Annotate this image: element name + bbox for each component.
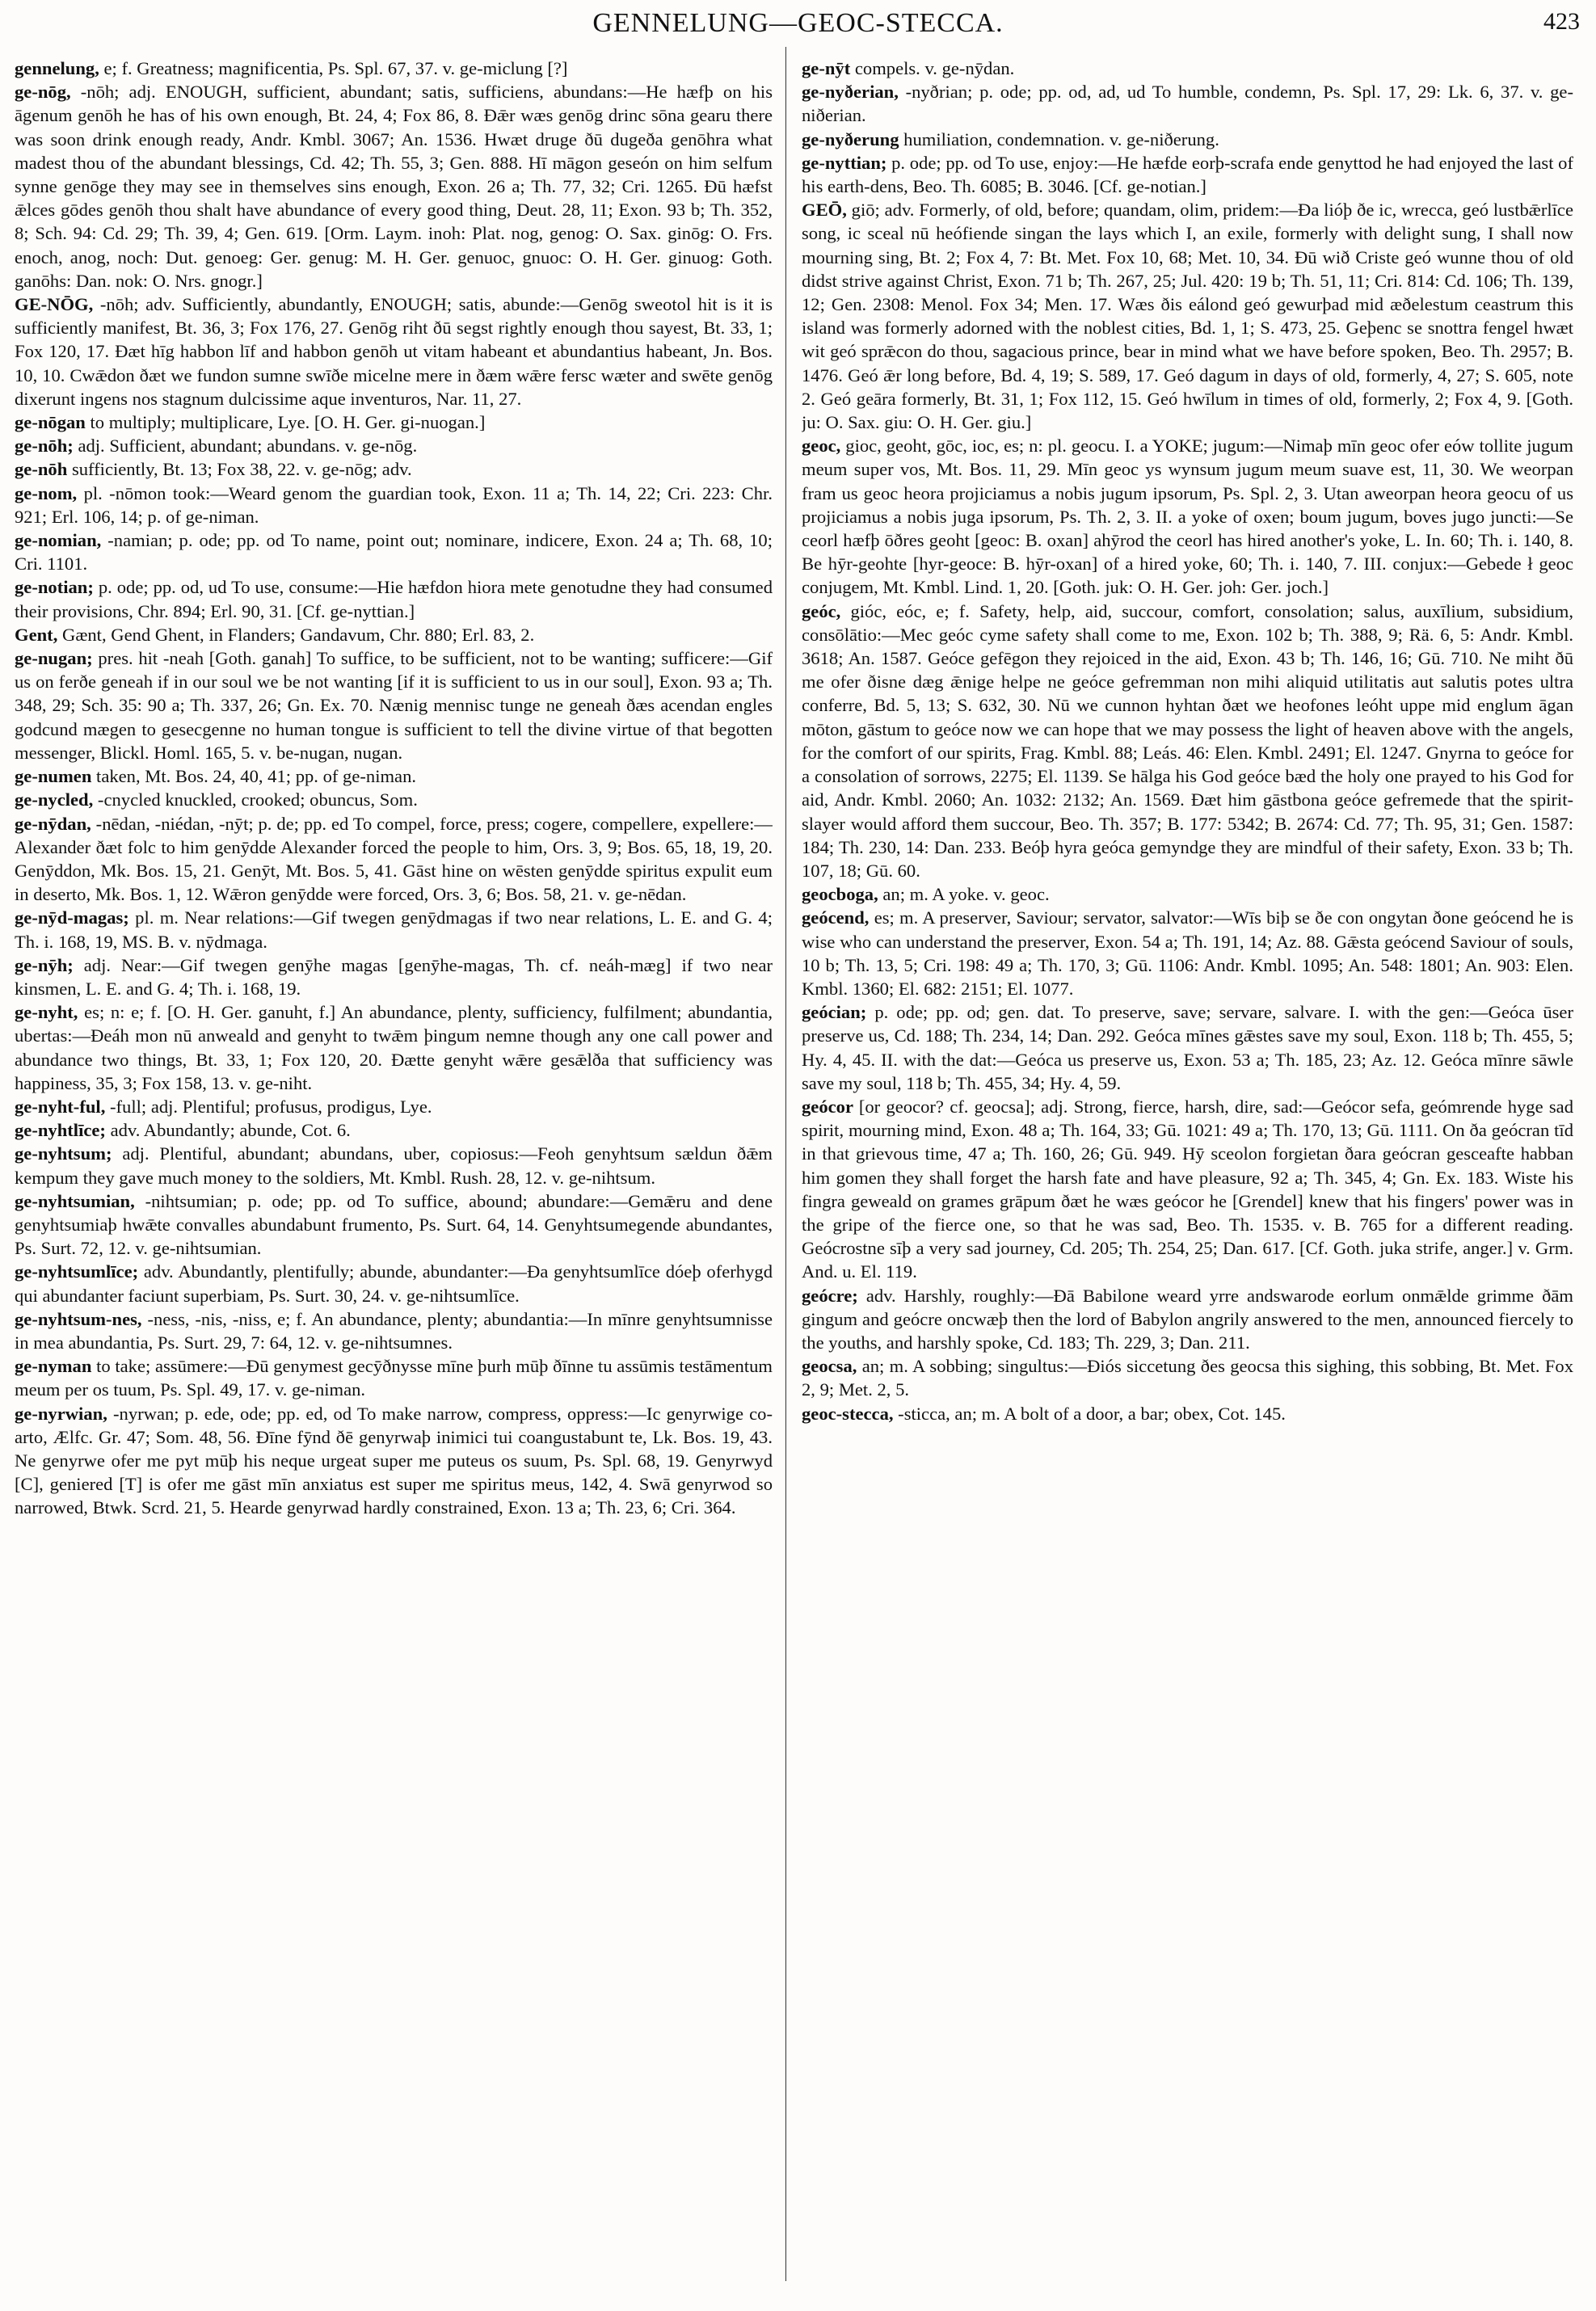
- entry-definition: to multiply; multiplicare, Lye. [O. H. Ger. gi-nuogan.]: [90, 412, 486, 433]
- entry-definition: an; m. A sobbing; singultus:—Ðiós siccetung ðes geocsa this sighing, this sobbing, Bt. Met. Fox 2, 9; Met. 2, 5.: [802, 1356, 1573, 1400]
- dictionary-entry: [802, 57, 1573, 80]
- headword: ge-numen: [15, 766, 97, 787]
- entry-definition: adv. Harshly, roughly:—Ðā Babilone weard yrre andswarode eorlum onmǣlde grimme ðām gingum and geócre oncwæþ then the lord of Babylon angrily answered to the men, announced fiercely to the youths, and harshly spoke, Cd. 183; Th. 229, 3; Dan. 211.: [802, 1285, 1573, 1353]
- headword: GE-NŌG,: [15, 294, 100, 315]
- dictionary-entry: [802, 1000, 1573, 1095]
- entry-definition: -full; adj. Plentiful; profusus, prodigus, Lye.: [110, 1096, 432, 1117]
- headword: ge-nyðerung: [802, 128, 904, 149]
- dictionary-entry: [15, 482, 773, 528]
- entry-definition: adj. Plentiful, abundant; abundans, uber, copiosus:—Feoh genyhtsum sældun ðǣm kempum they gave much money to the soldiers, Mt. Kmbl. Rush. 28, 12. v. ge-nihtsum.: [15, 1143, 773, 1188]
- entry-definition: -nōh; adv. Sufficiently, abundantly, ENOUGH; satis, abunde:—Genōg sweotol hit is it is sufficiently manifest, Bt. 36, 3; Fox 176, 27. Genōg riht ðū segst rightly enough thou sayest, Bt. 33, 1; Fox 120, 17. Ðæt hīg habbon līf and habbon genōh ut vitam habeant et abundantius habeant, Jn. Bos. 10, 10. Cwǣdon ðæt we fundon sumne swīðe micelne mere in ðæm wǣre fersc wæter and swēte genōg dixerunt ingens nos stagnum dulcissime aque inventuros, Nar. 11, 27.: [15, 294, 773, 409]
- dictionary-entry: [15, 1142, 773, 1189]
- dictionary-entry: [15, 1000, 773, 1095]
- entry-definition: taken, Mt. Bos. 24, 40, 41; pp. of ge-niman.: [96, 766, 417, 787]
- entry-definition: Gænt, Gend Ghent, in Flanders; Gandavum, Chr. 880; Erl. 83, 2.: [62, 624, 535, 645]
- headword: ge-nōh;: [15, 436, 78, 457]
- headword: ge-notian;: [15, 577, 99, 598]
- headword: geocsa,: [802, 1356, 862, 1377]
- headword: ge-nugan;: [15, 648, 99, 669]
- headword: ge-nyht-ful,: [15, 1096, 110, 1117]
- entry-definition: an; m. A yoke. v. geoc.: [882, 884, 1050, 905]
- entry-definition: -nyrwan; p. ede, ode; pp. ed, od To make narrow, compress, oppress:—Ic genyrwige co-arto, Ælfc. Gr. 47; Som. 48, 56. Ðīne fȳnd ðē genyrwaþ inimici tui coangustabunt te, Lk. Bos. 19, 43. Ne genyrwe ofer me pyt mūþ his neque urgeat super me puteus os suum, Ps. Spl. 68, 19. Genyrwyd [C], geniered [T] is ofer me gāst mīn anxiatus est super me spiritus meus, 142, 4. Swā genyrwod so narrowed, Btwk. Scrd. 21, 5. Hearde genyrwad hardly constrained, Exon. 13 a; Th. 23, 6; Cri. 364.: [15, 1403, 773, 1518]
- entry-definition: -namian; p. ode; pp. od To name, point out; nominare, indicere, Exon. 24 a; Th. 68, 10; Cri. 1101.: [15, 530, 773, 575]
- dictionary-entry: [15, 788, 773, 811]
- dictionary-entry: [802, 906, 1573, 1000]
- headword: Gent,: [15, 624, 62, 645]
- headword: ge-nyhtsumlīce;: [15, 1261, 144, 1282]
- headword: ge-nȳt: [802, 58, 855, 78]
- entry-definition: -nōh; adj. ENOUGH, sufficient, abundant; satis, sufficiens, abundans:—He hæfþ on his āgenum genōh he has of his own enough, Bt. 24, 4; Fox 86, 8. Ðǣr wæs genōg drinc sōna gearu there was soon drink enough ready, Andr. Kmbl. 3067; An. 1536. Hwæt druge ðū dugeða genōhra what madest thou of the abundant blessings, Cd. 42; Th. 55, 3; Gen. 888. Hī māgon geseón on him selfum synne genōge they may see in themselves sins enough, Exon. 26 a; Th. 77, 32; Cri. 1265. Ðū hæfst ǣlces gōdes genōh thou shalt have abundance of every good thing, Deut. 28, 11; Exon. 93 b; Th. 352, 8; Sch. 94: Cd. 29; Th. 39, 4; Gen. 619. [Orm. Laym. inoh: Plat. nog, genog: O. Sax. ginōg: O. Frs. enoch, anog, noch: Dut. genoeg: Ger. genug: M. H. Ger. genuoc, gnuoc: O. H. Ger. ginuog: Goth. ganōhs: Dan. nok: O. Nrs. gnogr.]: [15, 82, 773, 291]
- dictionary-entry: [15, 434, 773, 457]
- headword: ge-nyðerian,: [802, 82, 906, 103]
- entry-definition: pres. hit -neah [Goth. ganah] To suffice, to be sufficient, not to be wanting; sufficere:—Gif us on ferðe geneah if in our soul we be not wanting [if it is sufficient to us in our soul], Exon. 93 a; Th. 348, 29; Sch. 35: 90 a; Th. 337, 26; Gn. Ex. 70. Nænig mennisc tunge ne geneah ðæs acendan engles godcund mægen to gesecgenne no human tongue is sufficient to tell the divine virtue of that begotten messenger, Blickl. Homl. 165, 5. v. be-nugan, nugan.: [15, 648, 773, 763]
- dictionary-entry: [802, 1354, 1573, 1401]
- dictionary-entry: [15, 906, 773, 953]
- headword: ge-nȳh;: [15, 954, 84, 975]
- entry-definition: adv. Abundantly, plentifully; abunde, abundanter:—Ða genyhtsumlīce dóeþ oferhygd qui abundanter faciunt superbiam, Ps. Surt. 30, 24. v. ge-nihtsumlīce.: [15, 1261, 773, 1306]
- dictionary-entry: [15, 646, 773, 764]
- dictionary-entry: [802, 128, 1573, 151]
- dictionary-entry: [15, 812, 773, 907]
- headword: ge-nyhtsumian,: [15, 1190, 145, 1211]
- headword: ge-nycled,: [15, 789, 98, 810]
- entry-definition: humiliation, condemnation. v. ge-niðerung.: [903, 128, 1219, 149]
- headword: ge-nōh: [15, 459, 72, 480]
- headword: gennelung,: [15, 58, 104, 78]
- headword: ge-nȳdan,: [15, 813, 96, 834]
- entry-definition: -nihtsumian; p. ode; pp. od To suffice, abound; abundare:—Gemǣru and dene genyhtsumiaþ hwǣte convalles abundabunt frumento, Ps. Surt. 64, 14. Genyhtsumegende abundantes, Ps. Surt. 72, 12. v. ge-nihtsumian.: [15, 1190, 773, 1259]
- left-column: [15, 57, 773, 2279]
- dictionary-entry: [15, 575, 773, 622]
- dictionary-entry: [15, 410, 773, 434]
- headword: geocboga,: [802, 884, 883, 905]
- entry-definition: e; f. Greatness; magnificentia, Ps. Spl. 67, 37. v. ge-miclung [?]: [103, 58, 568, 78]
- entry-definition: p. ode; pp. od; gen. dat. To preserve, save; servare, salvare. I. with the gen:—Geóca ūser preserve us, Cd. 188; Th. 234, 14; Dan. 292. Geóca mīnes gǣstes save my soul, Exon. 118 b; Th. 455, 5; Hy. 4, 45. II. with the dat:—Geóca us preserve us, Exon. 53 a; Th. 185, 23; Az. 12. Geóca mīnre sāwle save my soul, 118 b; Th. 455, 34; Hy. 4, 59.: [802, 1002, 1573, 1093]
- dictionary-entry: [802, 1095, 1573, 1284]
- dictionary-entry: [15, 1307, 773, 1354]
- entry-definition: -nyðrian; p. ode; pp. od, ad, ud To humble, condemn, Ps. Spl. 17, 29: Lk. 6, 37. v. ge-niðerian.: [802, 82, 1573, 126]
- headword: ge-nyhtsum-nes,: [15, 1308, 148, 1329]
- headword: geócend,: [802, 907, 874, 928]
- dictionary-entry: [15, 1189, 773, 1261]
- headword: geóc,: [802, 600, 851, 621]
- headword: ge-nōg,: [15, 82, 81, 103]
- running-head: [0, 5, 1596, 37]
- dictionary-entry: [15, 1118, 773, 1142]
- headword: ge-nyrwian,: [15, 1403, 113, 1424]
- dictionary-entry: [15, 57, 773, 80]
- entry-definition: gióc, eóc, e; f. Safety, help, aid, succour, comfort, consolation; salus, auxīlium, subsidium, consōlātio:—Mec geóc cyme safety shall come to me, Exon. 102 b; Th. 388, 9; Rä. 6, 5: Andr. Kmbl. 3618; An. 1587. Geóce gefēgon they rejoiced in the aid, Exon. 43 b; Th. 146, 16; Gū. 710. Ne miht ðū me ofer ðisne dæg ǣnige helpe ne geóce gefremman non mihi aliquid utilitatis aut salutis potes ultra conferre, Bd. 5, 13; S. 632, 30. Nū we cunnon hyhtan ðæt we heofones leóht uppe mid englum āgan mōton, gāstum to geóce now we can hope that we may possess the light of heaven above with the angels, for the comfort of our spirits, Frag. Kmbl. 88; Leás. 46: Elen. Kmbl. 2491; El. 1247. Gnyrna to geóce for a consolation of sorrows, 2275; El. 1139. Se hālga his God geóce bæd the holy one prayed to his God for aid, Andr. Kmbl. 2060; An. 1032: 2132; An. 1569. Ðæt him gāstbona geóce gefremede that the spirit-slayer would afford them succour, Beo. Th. 357; B. 177: 5342; B. 2674: Cd. 77; Th. 95, 31; Gen. 1587: 184; Th. 230, 14: Dan. 233. Beóþ hyra geóca gemyndge they are mindful of their safety, Exon. 33 b; Th. 107, 18; Gū. 60.: [802, 600, 1573, 881]
- dictionary-entry: [802, 1402, 1573, 1425]
- column-divider: [785, 47, 786, 2281]
- dictionary-entry: [15, 764, 773, 788]
- entry-definition: -nēdan, -niédan, -nȳt; p. de; pp. ed To compel, force, press; cogere, compellere, expellere:—Alexander ðæt folc to him genȳdde Alexander forced the people to him, Ors. 3, 9; Bos. 65, 18, 19, 20. Genȳddon, Mk. Bos. 15, 21. Genȳt, Mt. Bos. 5, 41. Gāst hine on wēsten genȳdde spiritus expulit eum in deserto, Mk. Bos. 1, 12. Wǣron genȳdde were forced, Ors. 3, 6; Bos. 58, 21. v. ge-nēdan.: [15, 813, 773, 905]
- dictionary-entry: [15, 953, 773, 1000]
- entry-definition: to take; assūmere:—Ðū genymest gecȳðnysse mīne þurh mūþ ðīnne tu assūmis testāmentum meum per os tuum, Ps. Spl. 49, 17. v. ge-niman.: [15, 1356, 773, 1400]
- headword: geócor: [802, 1096, 859, 1117]
- entry-definition: -sticca, an; m. A bolt of a door, a bar; obex, Cot. 145.: [898, 1403, 1286, 1424]
- dictionary-entry: [15, 528, 773, 575]
- entry-definition: pl. m. Near relations:—Gif twegen genȳdmagas if two near relations, L. E. and G. 4; Th. i. 168, 19, MS. B. v. nȳdmaga.: [15, 907, 773, 952]
- headword: GEŌ,: [802, 200, 852, 221]
- headword: ge-nom,: [15, 482, 84, 503]
- headword: ge-nyttian;: [802, 152, 892, 173]
- headword: geócre;: [802, 1285, 866, 1306]
- dictionary-entry: [15, 80, 773, 293]
- headword: ge-nȳd-magas;: [15, 907, 136, 928]
- headword: ge-nyhtlīce;: [15, 1120, 111, 1141]
- dictionary-entry: [15, 623, 773, 646]
- headword: ge-nyman: [15, 1356, 97, 1377]
- dictionary-entry: [802, 198, 1573, 434]
- dictionary-entry: [15, 1095, 773, 1118]
- dictionary-entry: [802, 1284, 1573, 1355]
- page-number: 423: [1543, 8, 1580, 35]
- dictionary-entry: [15, 1402, 773, 1520]
- entry-definition: compels. v. ge-nȳdan.: [854, 58, 1015, 78]
- headword: ge-nyhtsum;: [15, 1143, 123, 1164]
- entry-definition: pl. -nōmon took:—Weard genom the guardian took, Exon. 11 a; Th. 14, 22; Cri. 223: Chr. 921; Erl. 106, 14; p. of ge-niman.: [15, 482, 773, 527]
- entry-definition: giō; adv. Formerly, of old, before; quandam, olim, pridem:—Ða lióþ ðe ic, wrecca, geó lustbǣrlīce song, ic sceal nū heófiende singan the lays which I, an exile, formerly with delight sung, I shall now mourning sing, Bt. 2; Fox 4, 7: Bt. Met. Fox 10, 68; Met. 10, 34. Ðū wið Criste geó wunne thou of old didst strive against Christ, Exon. 71 b; Th. 267, 25; Jul. 420: 19 b; Th. 51, 11; Cri. 814: Cd. 106; Th. 139, 12; Gen. 2308: Menol. Fox 34; Men. 17. Wæs ðis eálond geó gewurþad mid æðelestum ceastrum this island was formerly adorned with the noblest cities, Bd. 1, 1; S. 473, 25. Geþenc se snottra fengel hwæt wit geó sprǣcon do thou, sagacious prince, bear in mind what we have before spoken, Beo. Th. 2957; B. 1476. Geó ǣr long before, Bd. 4, 19; S. 589, 17. Geó dagum in days of old, formerly, 4, 27; S. 605, note 2. Geó geāra formerly, Bt. 31, 1; Fox 112, 15. Geó hwīlum in times of old, formerly, 2; Fox 4, 9. [Goth. ju: O. Sax. giu: O. H. Ger. giu.]: [802, 200, 1573, 433]
- right-column: [802, 57, 1573, 2279]
- entry-definition: p. ode; pp. od, ud To use, consume:—Hie hæfdon hiora mete genotudne they had consumed their provisions, Chr. 894; Erl. 90, 31. [Cf. ge-nyttian.]: [15, 577, 773, 621]
- headword: geoc,: [802, 436, 846, 457]
- dictionary-entry: [802, 151, 1573, 198]
- dictionary-entry: [802, 434, 1573, 599]
- headword: ge-nōgan: [15, 412, 91, 433]
- dictionary-entry: [15, 1354, 773, 1401]
- entry-definition: adj. Sufficient, abundant; abundans. v. ge-nōg.: [78, 436, 418, 457]
- headword: geócian;: [802, 1002, 875, 1023]
- entry-definition: -ness, -nis, -niss, e; f. An abundance, plenty; abundantia:—In mīnre genyhtsumnisse in mea abundantia, Ps. Surt. 29, 7: 64, 12. v. ge-nihtsumnes.: [15, 1308, 773, 1353]
- entry-definition: -cnycled knuckled, crooked; obuncus, Som.: [97, 789, 418, 810]
- dictionary-entry: [15, 457, 773, 481]
- entry-definition: p. ode; pp. od To use, enjoy:—He hæfde eorþ-scrafa ende genyttod he had enjoyed the last of his earth-dens, Beo. Th. 6085; B. 3046. [Cf. ge-notian.]: [802, 152, 1573, 197]
- entry-definition: sufficiently, Bt. 13; Fox 38, 22. v. ge-nōg; adv.: [71, 459, 412, 480]
- dictionary-entry: [802, 600, 1573, 882]
- dictionary-entry: [802, 80, 1573, 127]
- headword: ge-nyht,: [15, 1002, 85, 1023]
- dictionary-entry: [15, 1260, 773, 1307]
- entry-definition: es; m. A preserver, Saviour; servator, salvator:—Wīs biþ se ðe con ongytan ðone geócend he is wise who can understand the preserver, Exon. 54 a; Th. 191, 14; Az. 88. Gǣsta geócend Saviour of souls, 10 b; Th. 13, 5; Cri. 198: 49 a; Th. 170, 3; Gū. 1106: Andr. Kmbl. 1095; An. 548: 1801; An. 903: Elen. Kmbl. 1360; El. 682: 2151; El. 1077.: [802, 907, 1573, 999]
- entry-definition: [or geocor? cf. geocsa]; adj. Strong, fierce, harsh, dire, sad:—Geócor sefa, geómrende hyge sad spirit, mourning mind, Exon. 48 a; Th. 164, 33; Gū. 1021: 49 a; Th. 170, 13; Gū. 1111. On ða geócran tīd in that grievous time, 47 a; Th. 160, 26; Gū. 949. Hȳ sceolon forgietan ðara geócran gesceafte habban him gomen they shall forget the harsh fate and have pleasure, 92 a; Th. 345, 4; Gn. Ex. 183. Wiste his fingra geweald on grames grāpum ðæt he wæs geócor he [Grendel] knew that his fingers' power was in the gripe of the fierce one, so that he was sad, Beo. Th. 1535. v. B. 765 for a different reading. Geócrostne sīþ a very sad journey, Cd. 205; Th. 254, 25; Dan. 617. [Cf. Goth. juka strife, anger.] v. Grm. And. u. El. 119.: [802, 1096, 1573, 1282]
- entry-definition: gioc, geoht, gōc, ioc, es; n: pl. geocu. I. a YOKE; jugum:—Nimaþ mīn geoc ofer eów tollite jugum meum super vos, Mt. Bos. 11, 29. Mīn geoc ys wynsum jugum meum suave est, 11, 30. We weorpan fram us geoc heora projiciamus a nobis jugum ipsorum, Ps. Spl. 2, 3. Utan aweorpan heora geocu of us projiciamus a nobis juga ipsorum, Ps. Th. 2, 3. II. a yoke of oxen; boum jugum, boves jugo juncti:—Se ceorl hæfþ ōðres geoht [geoc: B. oxan] ahȳrod the ceorl has hired another's yoke, L. In. 60; Th. i. 140, 8. Be hȳr-geohte [hyr-geoce: B. hȳr-oxan] of a hired yoke, 60; Th. i. 140, 7. III. conjux:—Gebede ł geoc conjugem, Mt. Kmbl. Lind. 1, 20. [Goth. juk: O. H. Ger. joh: Ger. joch.]: [802, 436, 1573, 598]
- dictionary-entry: [802, 882, 1573, 906]
- entry-definition: adj. Near:—Gif twegen genȳhe magas [genȳhe-magas, Th. cf. neáh-mæg] if two near kinsmen, L. E. and G. 4; Th. i. 168, 19.: [15, 954, 773, 999]
- headword: ge-nomian,: [15, 530, 108, 551]
- entry-definition: adv. Abundantly; abunde, Cot. 6.: [110, 1120, 351, 1141]
- entry-definition: es; n: e; f. [O. H. Ger. ganuht, f.] An abundance, plenty, sufficiency, fulfilment; abundantia, ubertas:—Ðeáh mon nū anweald and genyht to twǣm þingum nemne though any one call power and abundance two things, Bt. 33, 1; Fox 120, 20. Ðætte genyht wǣre gesǣlða that sufficiency was happiness, 35, 3; Fox 158, 13. v. ge-niht.: [15, 1002, 773, 1093]
- headword: geoc-stecca,: [802, 1403, 899, 1424]
- dictionary-entry: [15, 293, 773, 410]
- page-title: GENNELUNG—GEOC-STECCA.: [592, 8, 1004, 38]
